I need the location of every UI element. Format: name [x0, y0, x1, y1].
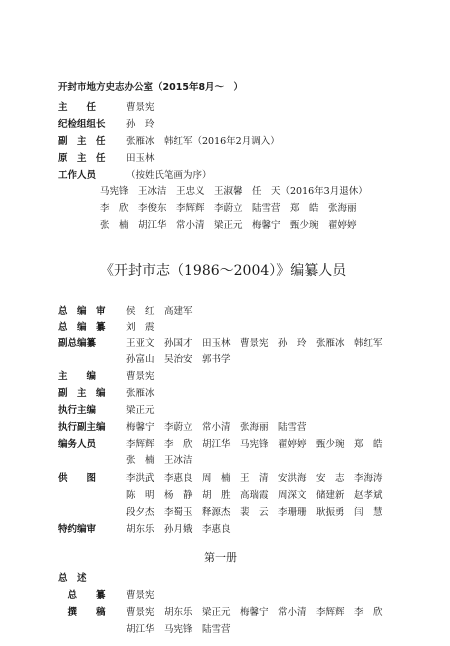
- volume-row-text: 曹景宪: [126, 590, 155, 601]
- office-header: 开封市地方史志办公室（2015年8月～ ）: [58, 82, 244, 93]
- section-title: 《开封市志（1986～2004）》编纂人员: [100, 263, 347, 279]
- office-row-text: 张雁冰 韩红军（2016年2月调入）: [126, 136, 280, 147]
- editor-row-label: 编务人员: [58, 439, 97, 450]
- office-row-text: 曹景宪: [126, 102, 155, 113]
- editor-row-label: 总 编 纂: [58, 322, 106, 333]
- staff-line: 张 楠 胡江华 常小清 梁正元 梅馨宁 甄少琬 翟婷婷: [100, 220, 357, 231]
- editor-row-label: 特约编审: [58, 524, 97, 535]
- editor-row-text: 刘 震: [126, 322, 155, 333]
- office-row-text: （按姓氏笔画为序）: [126, 170, 212, 181]
- editor-row-label: 执行主编: [58, 405, 97, 416]
- staff-line: 马宪锋 王冰洁 王忠义 王淑馨 任 天（2016年3月退休）: [100, 186, 368, 197]
- office-row-text: 孙 玲: [126, 119, 155, 130]
- editor-row-text: 李辉辉 李 欣 胡江华 马宪锋 翟婷婷 甄少琬 郑 皓: [126, 439, 383, 450]
- volume-row-label: 总 纂: [58, 590, 106, 601]
- editor-row-text: 梅馨宁 李蔚立 常小清 张海丽 陆雪营: [126, 422, 307, 433]
- editor-row-text: 梁正元: [126, 405, 155, 416]
- editor-row-label: 副 主 编: [58, 388, 106, 399]
- editor-row-text: 王亚文 孙国才 田玉林 曹景宪 孙 玲 张雁冰 韩红军: [126, 338, 383, 349]
- editor-row-text: 孙富山 吴治安 郭书学: [126, 354, 231, 365]
- office-row-label: 原 主 任: [58, 153, 106, 164]
- office-row-label: 主 任: [58, 102, 97, 113]
- editor-row-text: 张 楠 王冰洁: [126, 455, 193, 466]
- editor-row-text: 李洪武 李惠良 周 楠 王 清 安洪海 安 志 李海涛: [126, 473, 383, 484]
- editor-row-label: 主 编: [58, 371, 97, 382]
- editor-row-text: 陈 明 杨 静 胡 胜 高瑞霞 周深文 储建新 赵孝斌: [126, 490, 383, 501]
- office-row-label: 纪检组组长: [58, 119, 106, 130]
- volume-row-text: 曹景宪 胡东乐 梁正元 梅馨宁 常小清 李辉辉 李 欣: [126, 607, 383, 618]
- editor-row-text: 段夕杰 李蜀玉 释源杰 裴 云 李珊珊 耿振勇 闫 慧: [126, 507, 383, 518]
- editor-row-label: 总 编 审: [58, 306, 106, 317]
- staff-line: 李 欣 李俊东 李辉辉 李蔚立 陆雪营 郑 皓 张海丽: [100, 203, 357, 214]
- office-row-label: 工作人员: [58, 170, 97, 181]
- volume-title: 第一册: [204, 551, 237, 564]
- editor-row-label: 执行副主编: [58, 422, 106, 433]
- editor-row-label: 副总编纂: [58, 338, 97, 349]
- editor-row-label: 供 图: [58, 473, 97, 484]
- volume-row-text: 胡江华 马宪锋 陆雪营: [126, 624, 231, 635]
- editor-row-text: 张雁冰: [126, 388, 155, 399]
- editor-row-text: 侯 红 高建军: [126, 306, 193, 317]
- editor-row-text: 曹景宪: [126, 371, 155, 382]
- office-row-label: 副 主 任: [58, 136, 106, 147]
- editor-row-text: 胡东乐 孙月娥 李惠良: [126, 524, 231, 535]
- volume-row-label: 撰 稿: [58, 607, 106, 618]
- volume-row-label: 总 述: [58, 573, 87, 584]
- office-row-text: 田玉林: [126, 153, 155, 164]
